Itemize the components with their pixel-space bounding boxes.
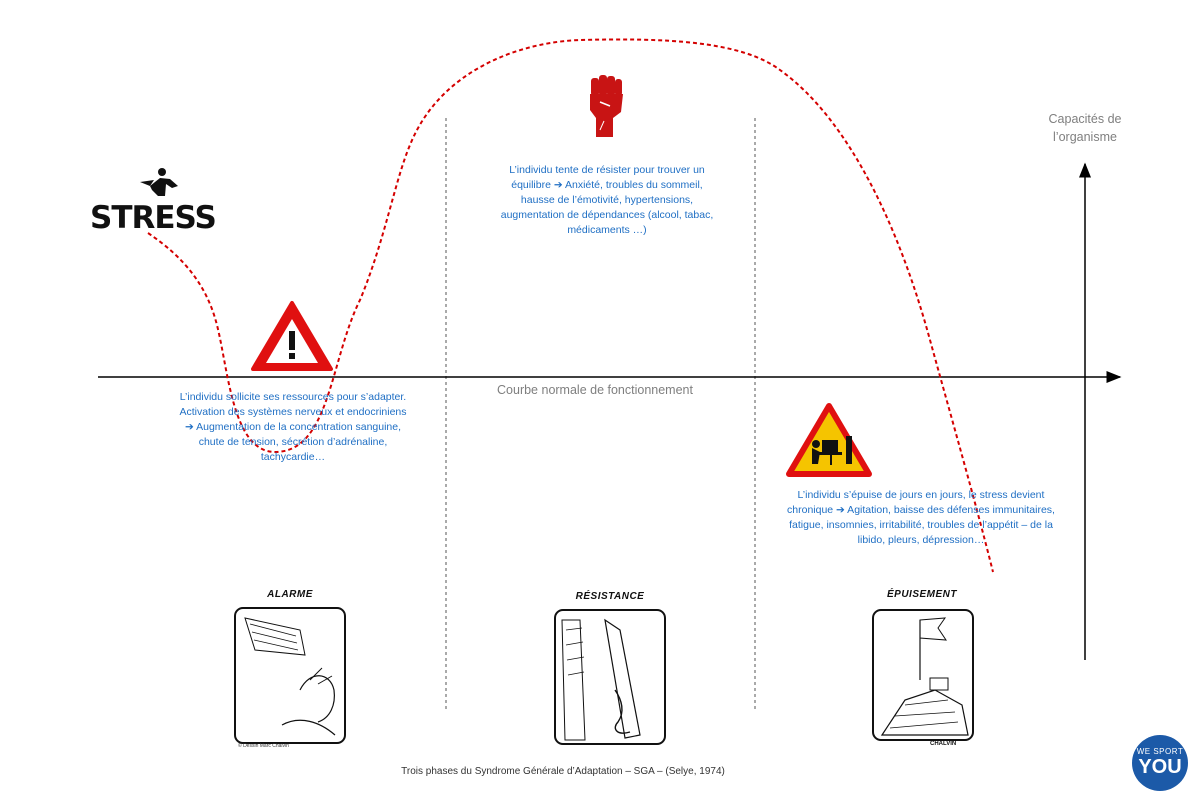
stress-runner-icon (140, 168, 178, 196)
brand-logo[interactable] (1132, 735, 1188, 791)
alarme-cartoon-credit: © Dessin Marc Chalvin (238, 743, 289, 749)
epuisement-line-2: chronique ➔ Agitation, baisse des défenses immunitaires, (787, 504, 1055, 516)
resistance-line-5: médicaments …) (567, 224, 647, 236)
epuisement-line-4: libido, pleurs, dépression… (857, 534, 985, 546)
y-axis-label-line1: Capacités de (1048, 112, 1122, 126)
alarme-line-3: ➔ Augmentation de la concentration sanguine, (184, 421, 402, 433)
resistance-description (472, 163, 742, 238)
y-axis-label-line2: l’organisme (1053, 130, 1117, 144)
epuisement-cartoon (873, 610, 973, 740)
x-axis-label: Courbe normale de fonctionnement (497, 383, 693, 397)
resistance-line-3: hausse de l’émotivité, hypertensions, (520, 194, 694, 206)
epuisement-cartoon-credit: CHALVIN (930, 741, 957, 747)
epuisement-title: ÉPUISEMENT (886, 589, 957, 600)
resistance-title: RÉSISTANCE (575, 591, 645, 602)
resistance-line-4: augmentation de dépendances (alcool, tabac, (500, 209, 714, 221)
epuisement-line-3: fatigue, insomnies, irritabilité, troubles de l’appétit – de la (789, 519, 1053, 531)
alarme-description (150, 390, 436, 465)
resistance-line-2: équilibre ➔ Anxiété, troubles du sommeil, (511, 179, 703, 191)
alarme-cartoon (235, 608, 345, 743)
brand-logo-line2: YOU (1138, 756, 1182, 778)
raised-fist-icon (590, 75, 623, 137)
warning-icon (253, 303, 331, 369)
alarme-line-1: L’individu sollicite ses ressources pour s’adapter. (179, 391, 407, 403)
alarme-line-2: Activation des systèmes nerveux et endocriniens (179, 406, 407, 418)
stress-logo: STRESS (90, 200, 216, 236)
y-axis-label (1030, 110, 1140, 146)
resistance-cartoon (555, 610, 665, 744)
figure-caption: Trois phases du Syndrome Générale d’Adaptation – SGA – (Selye, 1974) (401, 766, 725, 777)
epuisement-line-1: L’individu s’épuise de jours en jours, le stress devient (797, 489, 1045, 501)
exhausted-worker-warning-icon (789, 406, 869, 474)
alarme-line-5: tachycardie… (260, 451, 326, 463)
resistance-line-1: L’individu tente de résister pour trouver un (509, 164, 705, 176)
epuisement-description (762, 488, 1080, 548)
alarme-title: ALARME (267, 589, 313, 600)
alarme-line-4: chute de tension, sécrétion d’adrénaline, (198, 436, 388, 448)
brand-logo-line1: WE SPORT (1136, 747, 1184, 756)
